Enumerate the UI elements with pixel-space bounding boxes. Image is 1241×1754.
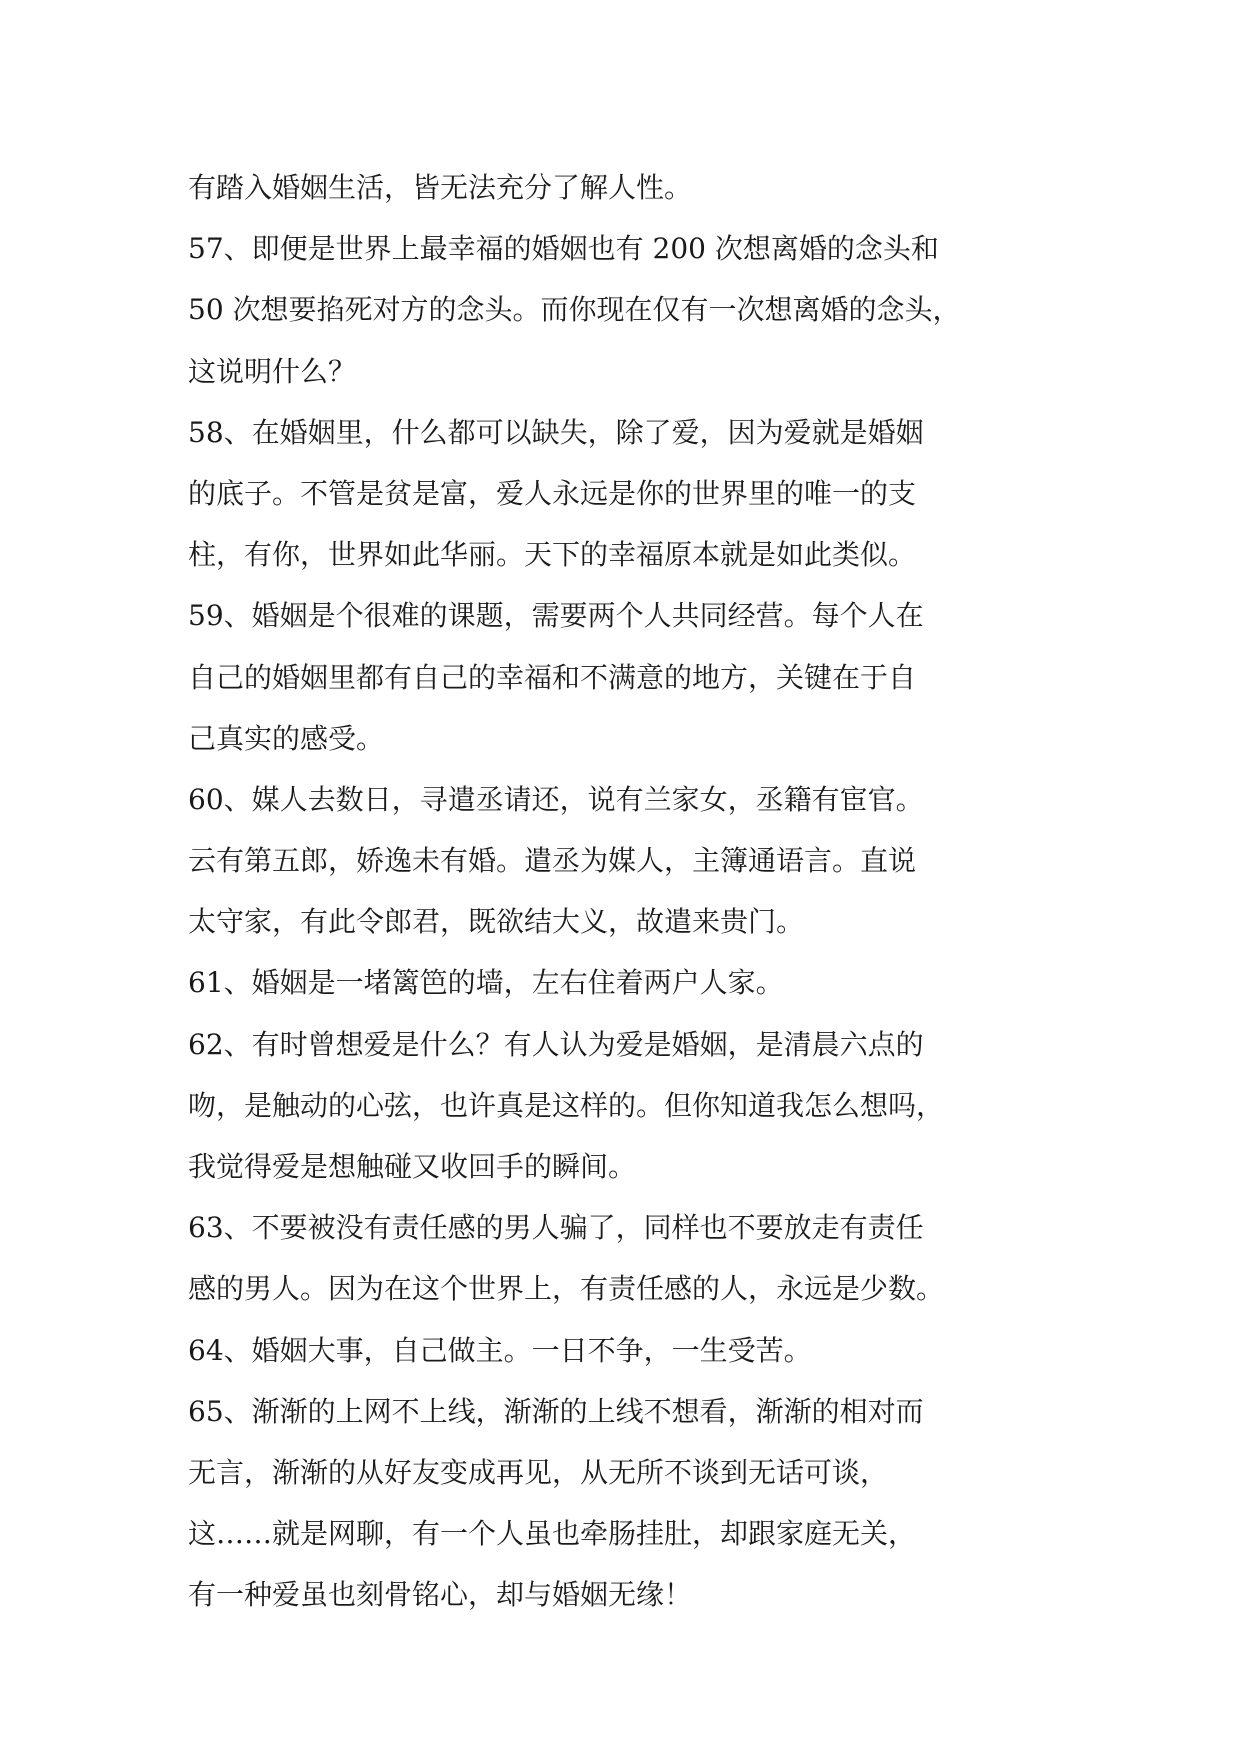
text-line: 64、婚姻大事，自己做主。一日不争，一生受苦。 (188, 1333, 812, 1367)
text-line: 无言，渐渐的从好友变成再见，从无所不谈到无话可谈， (188, 1455, 889, 1489)
text-line: 57、即便是世界上最幸福的婚姻也有 200 次想离婚的念头和 (188, 232, 939, 266)
text-line: 63、不要被没有责任感的男人骗了，同样也不要放走有责任 (188, 1211, 924, 1245)
text-line: 云有第五郎，娇逸未有婚。遣丞为媒人，主簿通语言。直说 (188, 844, 917, 878)
text-line: 这……就是网聊，有一个人虽也牵肠挂肚，却跟家庭无关， (188, 1517, 917, 1551)
text-line: 自己的婚姻里都有自己的幸福和不满意的地方，关键在于自 (188, 660, 917, 694)
text-line: 己真实的感受。 (188, 721, 385, 755)
text-line: 吻，是触动的心弦，也许真是这样的。但你知道我怎么想吗， (188, 1088, 945, 1122)
text-line: 65、渐渐的上网不上线，渐渐的上线不想看，渐渐的相对而 (188, 1394, 924, 1428)
text-line: 我觉得爱是想触碰又收回手的瞬间。 (188, 1150, 637, 1183)
text-line: 60、媒人去数日，寻遣丞请还，说有兰家女，丞籍有宦官。 (188, 782, 924, 816)
text-line: 的底子。不管是贫是富，爱人永远是你的世界里的唯一的支 (188, 476, 917, 510)
text-line: 这说明什么？ (188, 354, 357, 388)
text-line: 有踏入婚姻生活，皆无法充分了解人性。 (188, 171, 693, 204)
text-line: 太守家，有此令郎君，既欲结大义，故遣来贵门。 (188, 905, 805, 939)
body-text (188, 157, 1088, 1626)
text-line: 61、婚姻是一堵篱笆的墙，左右住着两户人家。 (188, 966, 784, 1000)
text-line: 有一种爱虽也刻骨铭心，却与婚姻无缘！ (188, 1578, 693, 1612)
text-line: 柱，有你，世界如此华丽。天下的幸福原本就是如此类似。 (188, 538, 917, 572)
text-line: 50 次想要掐死对方的念头。而你现在仅有一次想离婚的念头， (188, 293, 961, 327)
text-line: 59、婚姻是个很难的课题，需要两个人共同经营。每个人在 (188, 599, 924, 633)
text-line: 62、有时曾想爱是什么？有人认为爱是婚姻，是清晨六点的 (188, 1027, 924, 1061)
text-line: 感的男人。因为在这个世界上，有责任感的人，永远是少数。 (188, 1272, 945, 1306)
text-line: 58、在婚姻里，什么都可以缺失，除了爱，因为爱就是婚姻 (188, 415, 924, 449)
